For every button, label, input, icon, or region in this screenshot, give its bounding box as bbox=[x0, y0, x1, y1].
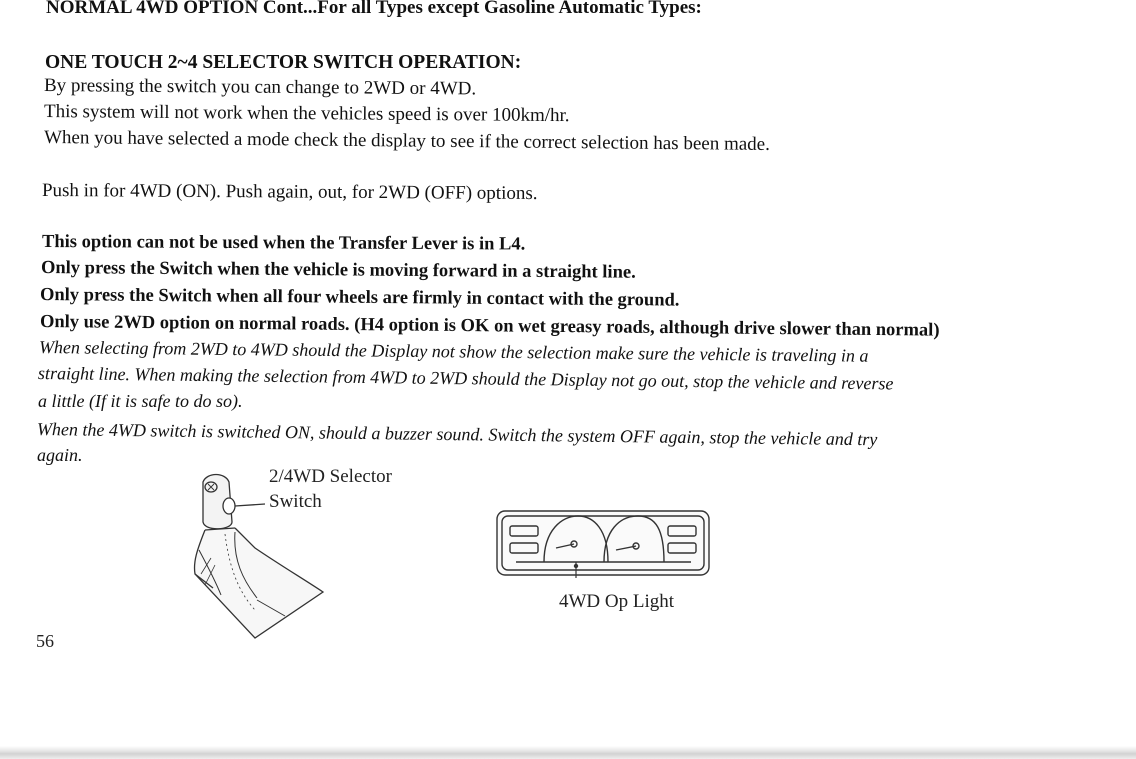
note-line: straight line. When making the selection from 4WD to 2WD should the Display not go out, stop the vehicle and reverse bbox=[37, 363, 894, 394]
intro-line: By pressing the switch you can change to 2WD or 4WD. bbox=[43, 75, 477, 100]
warning-line: Only press the Switch when all four wheels are firmly in contact with the ground. bbox=[39, 285, 680, 311]
note-line: a little (If it is safe to do so). bbox=[38, 391, 243, 411]
note-line: When the 4WD switch is switched ON, should a buzzer sound. Switch the system OFF again, stop the vehicle and try bbox=[36, 419, 878, 450]
selector-switch-label: 2/4WD Selector bbox=[269, 466, 392, 487]
intro-line: When you have selected a mode check the display to see if the correct selection has been made. bbox=[43, 127, 770, 155]
warning-line: Only press the Switch when the vehicle is moving forward in a straight line. bbox=[40, 258, 636, 283]
page-heading: NORMAL 4WD OPTION Cont...For all Types except Gasoline Automatic Types: bbox=[46, 0, 702, 18]
note-line: When selecting from 2WD to 4WD should the Display not show the selection make sure the vehicle is traveling in a bbox=[38, 337, 869, 366]
page-number: 56 bbox=[36, 631, 54, 651]
warning-line: This option can not be used when the Transfer Lever is in L4. bbox=[41, 232, 526, 255]
warning-line: Only use 2WD option on normal roads. (H4 option is OK on wet greasy roads, although drive slower than normal) bbox=[39, 312, 940, 341]
push-instruction: Push in for 4WD (ON). Push again, out, for 2WD (OFF) options. bbox=[41, 180, 538, 205]
page-bottom-edge bbox=[0, 746, 1136, 759]
note-line: again. bbox=[37, 445, 83, 465]
selector-switch-label: Switch bbox=[269, 491, 322, 512]
cluster-label: 4WD Op Light bbox=[559, 591, 675, 612]
instrument-cluster-illustration bbox=[496, 510, 711, 585]
intro-line: This system will not work when the vehicles speed is over 100km/hr. bbox=[43, 101, 570, 127]
section-title: ONE TOUCH 2~4 SELECTOR SWITCH OPERATION: bbox=[45, 52, 522, 73]
